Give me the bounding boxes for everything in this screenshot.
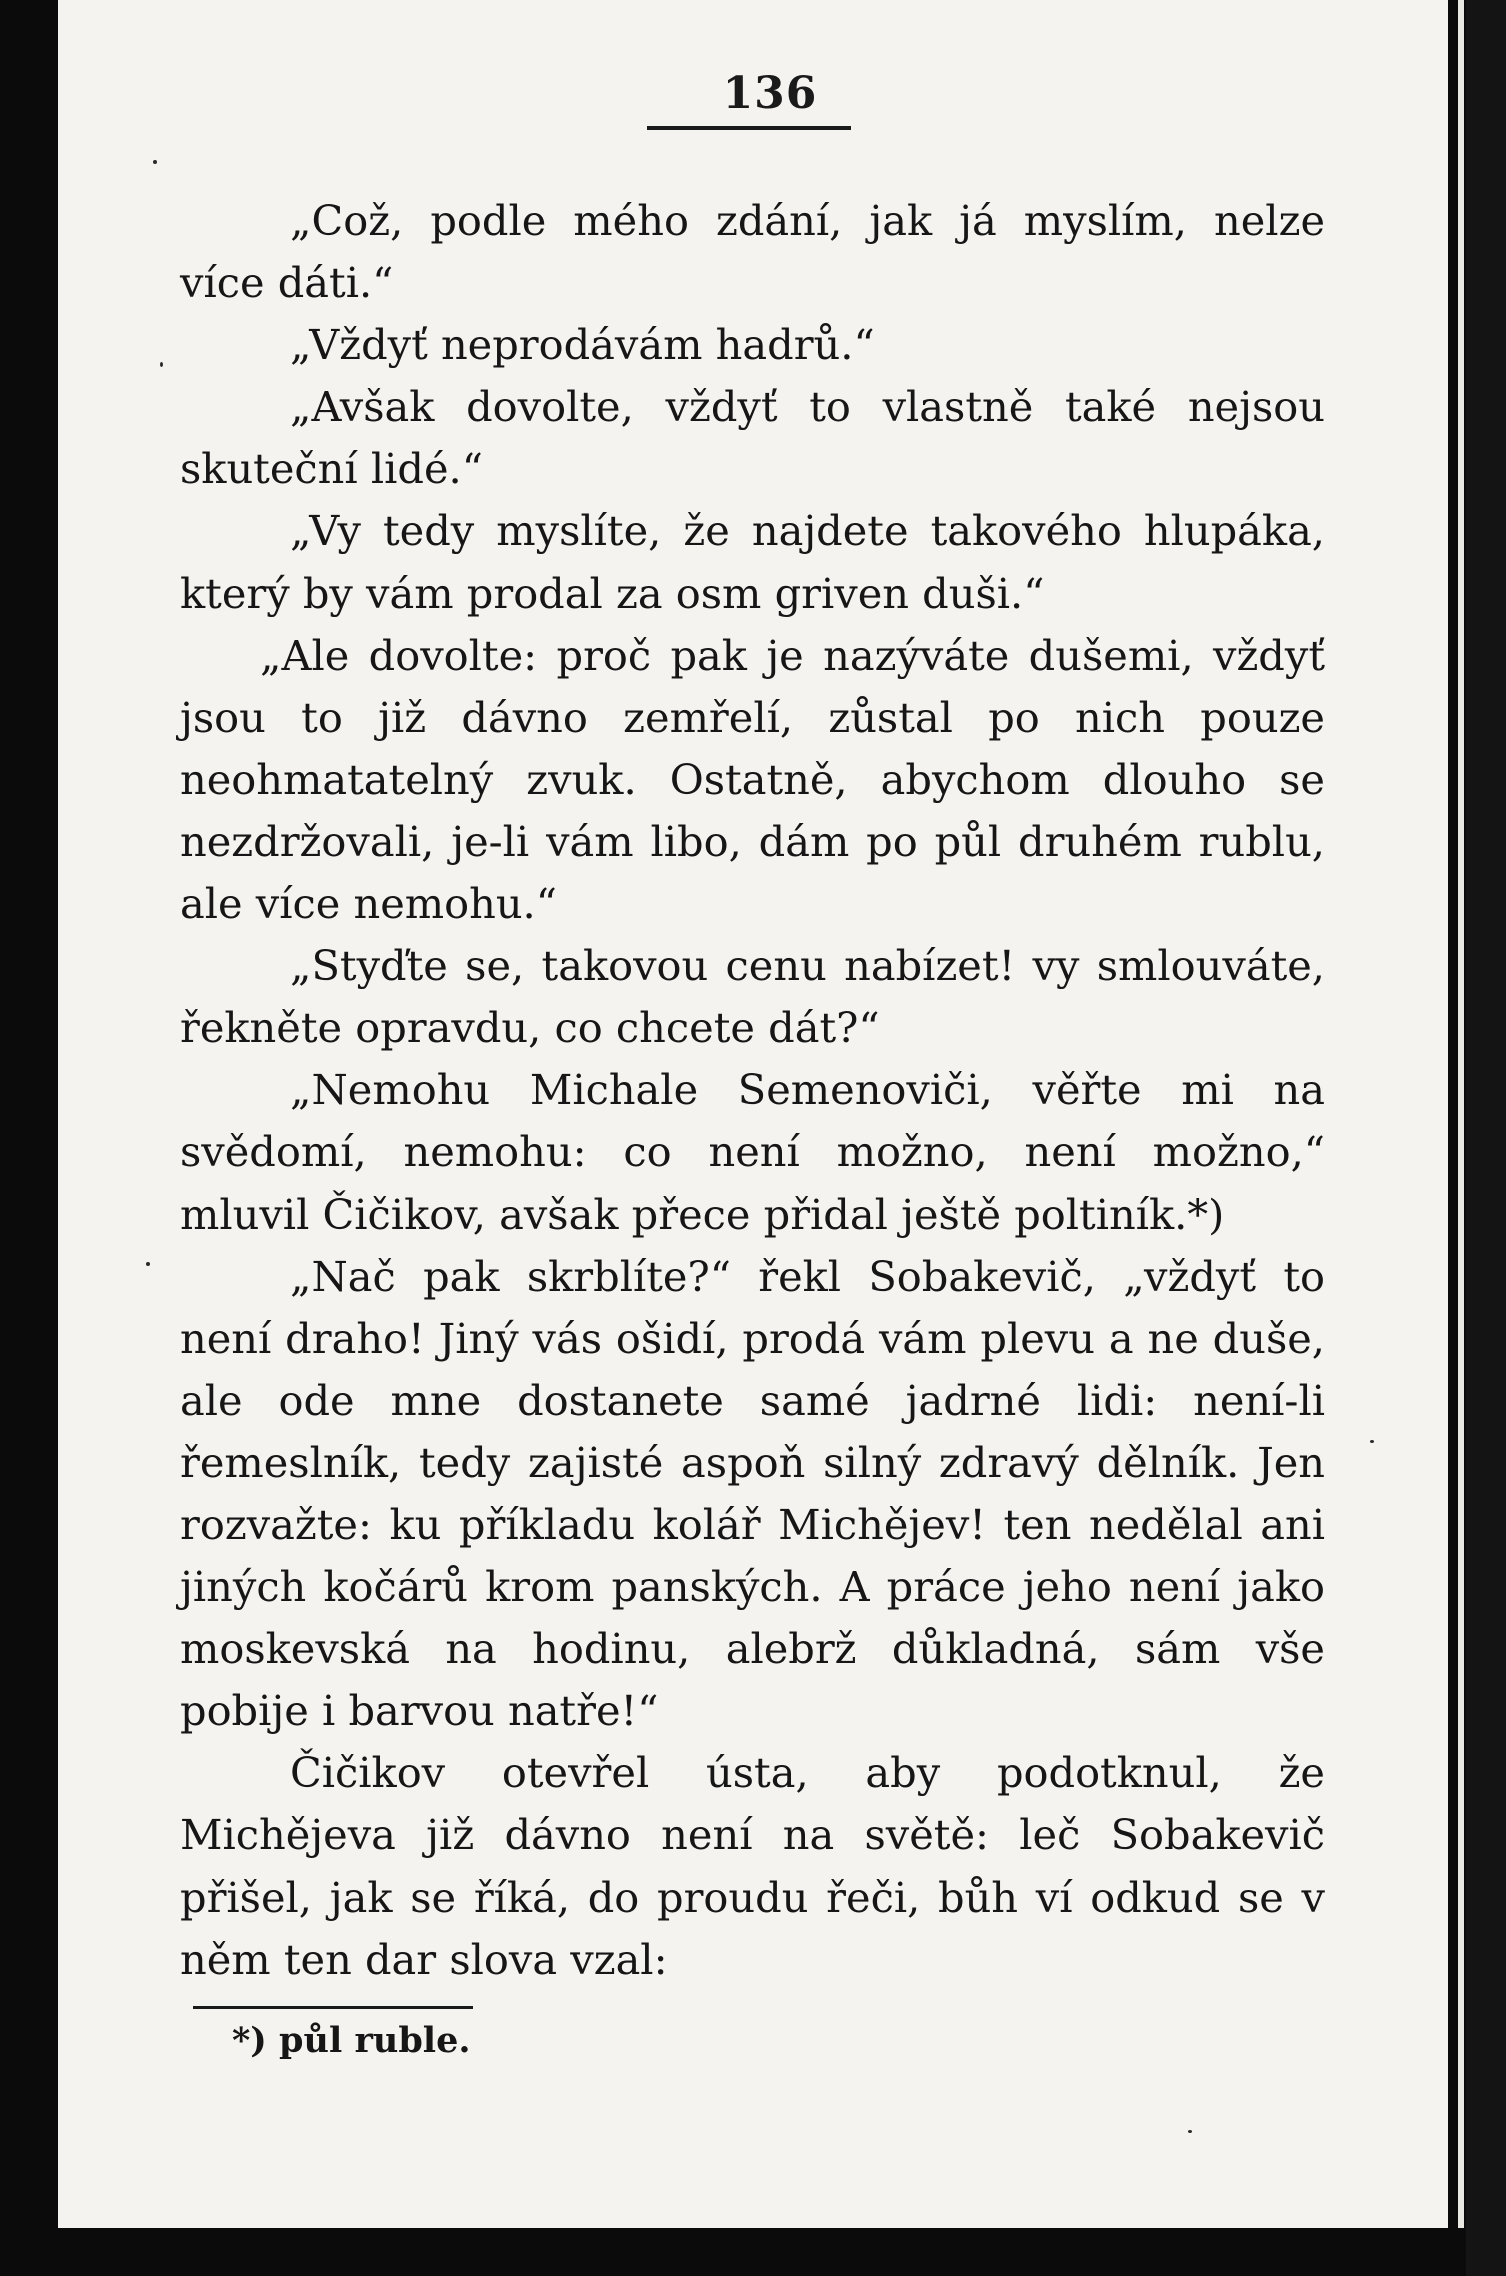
paragraph: „Vždyť neprodávám hadrů.“ [290,320,875,370]
footnote: *) půl ruble. [232,2020,471,2061]
paragraph: „Styďte se, takovou cenu nabízet! vy smlouváte, řekněte opravdu, co chcete dát?“ [180,941,1325,1053]
paper-speck [1370,1440,1374,1443]
paragraph: „Avšak dovolte, vždyť to vlastně také nejsou skuteční lidé.“ [180,382,1325,494]
paragraph: „Nemohu Michale Semenoviči, věřte mi na svědomí, nemohu: co není možno, není možno,“ mluvil Čičikov, avšak přece přidal ještě poltiník.*) [180,1065,1325,1239]
paper-speck [160,362,163,367]
paper-speck [146,1262,150,1266]
paper-speck [1188,2130,1192,2133]
footnote-rule [193,2006,473,2009]
body-text [180,190,1325,1991]
page-number: 136 [722,68,818,119]
paper-speck [153,160,157,164]
scan-right-margin [1466,0,1506,2276]
page-number-rule [647,126,851,130]
adjacent-page-edge [1458,0,1464,2228]
paragraph: Čičikov otevřel ústa, aby podotknul, že Michějeva již dávno není na světě: leč Sobakevič přišel, jak se říká, do proudu řeči, bůh ví odkud se v něm ten dar slova vzal: [180,1748,1325,1984]
paragraph: „Což, podle mého zdání, jak já myslím, nelze více dáti.“ [180,196,1325,308]
paragraph: „Nač pak skrblíte?“ řekl Sobakevič, „vždyť to není draho! Jiný vás ošidí, prodá vám plevu a ne duše, ale ode mne dostanete samé jadrné lidi: není-li řemeslník, tedy zajisté aspoň silný zdravý dělník. Jen rozvažte: ku příkladu kolář Michějev! ten nedělal ani jiných kočárů krom panských. A práce jeho není jako moskevská na hodinu, alebrž důkladná, sám vše pobije i barvou natře!“ [180,1251,1325,1736]
paragraph: „Ale dovolte: proč pak je nazýváte dušemi, vždyť jsou to již dávno zemřelí, zůstal po nich pouze neohmatatelný zvuk. Ostatně, abychom dlouho se nezdržovali, je-li vám libo, dám po půl druhém rublu, ale více nemohu.“ [180,630,1325,929]
paragraph: „Vy tedy myslíte, že najdete takového hlupáka, který by vám prodal za osm griven duši.“ [180,506,1325,618]
